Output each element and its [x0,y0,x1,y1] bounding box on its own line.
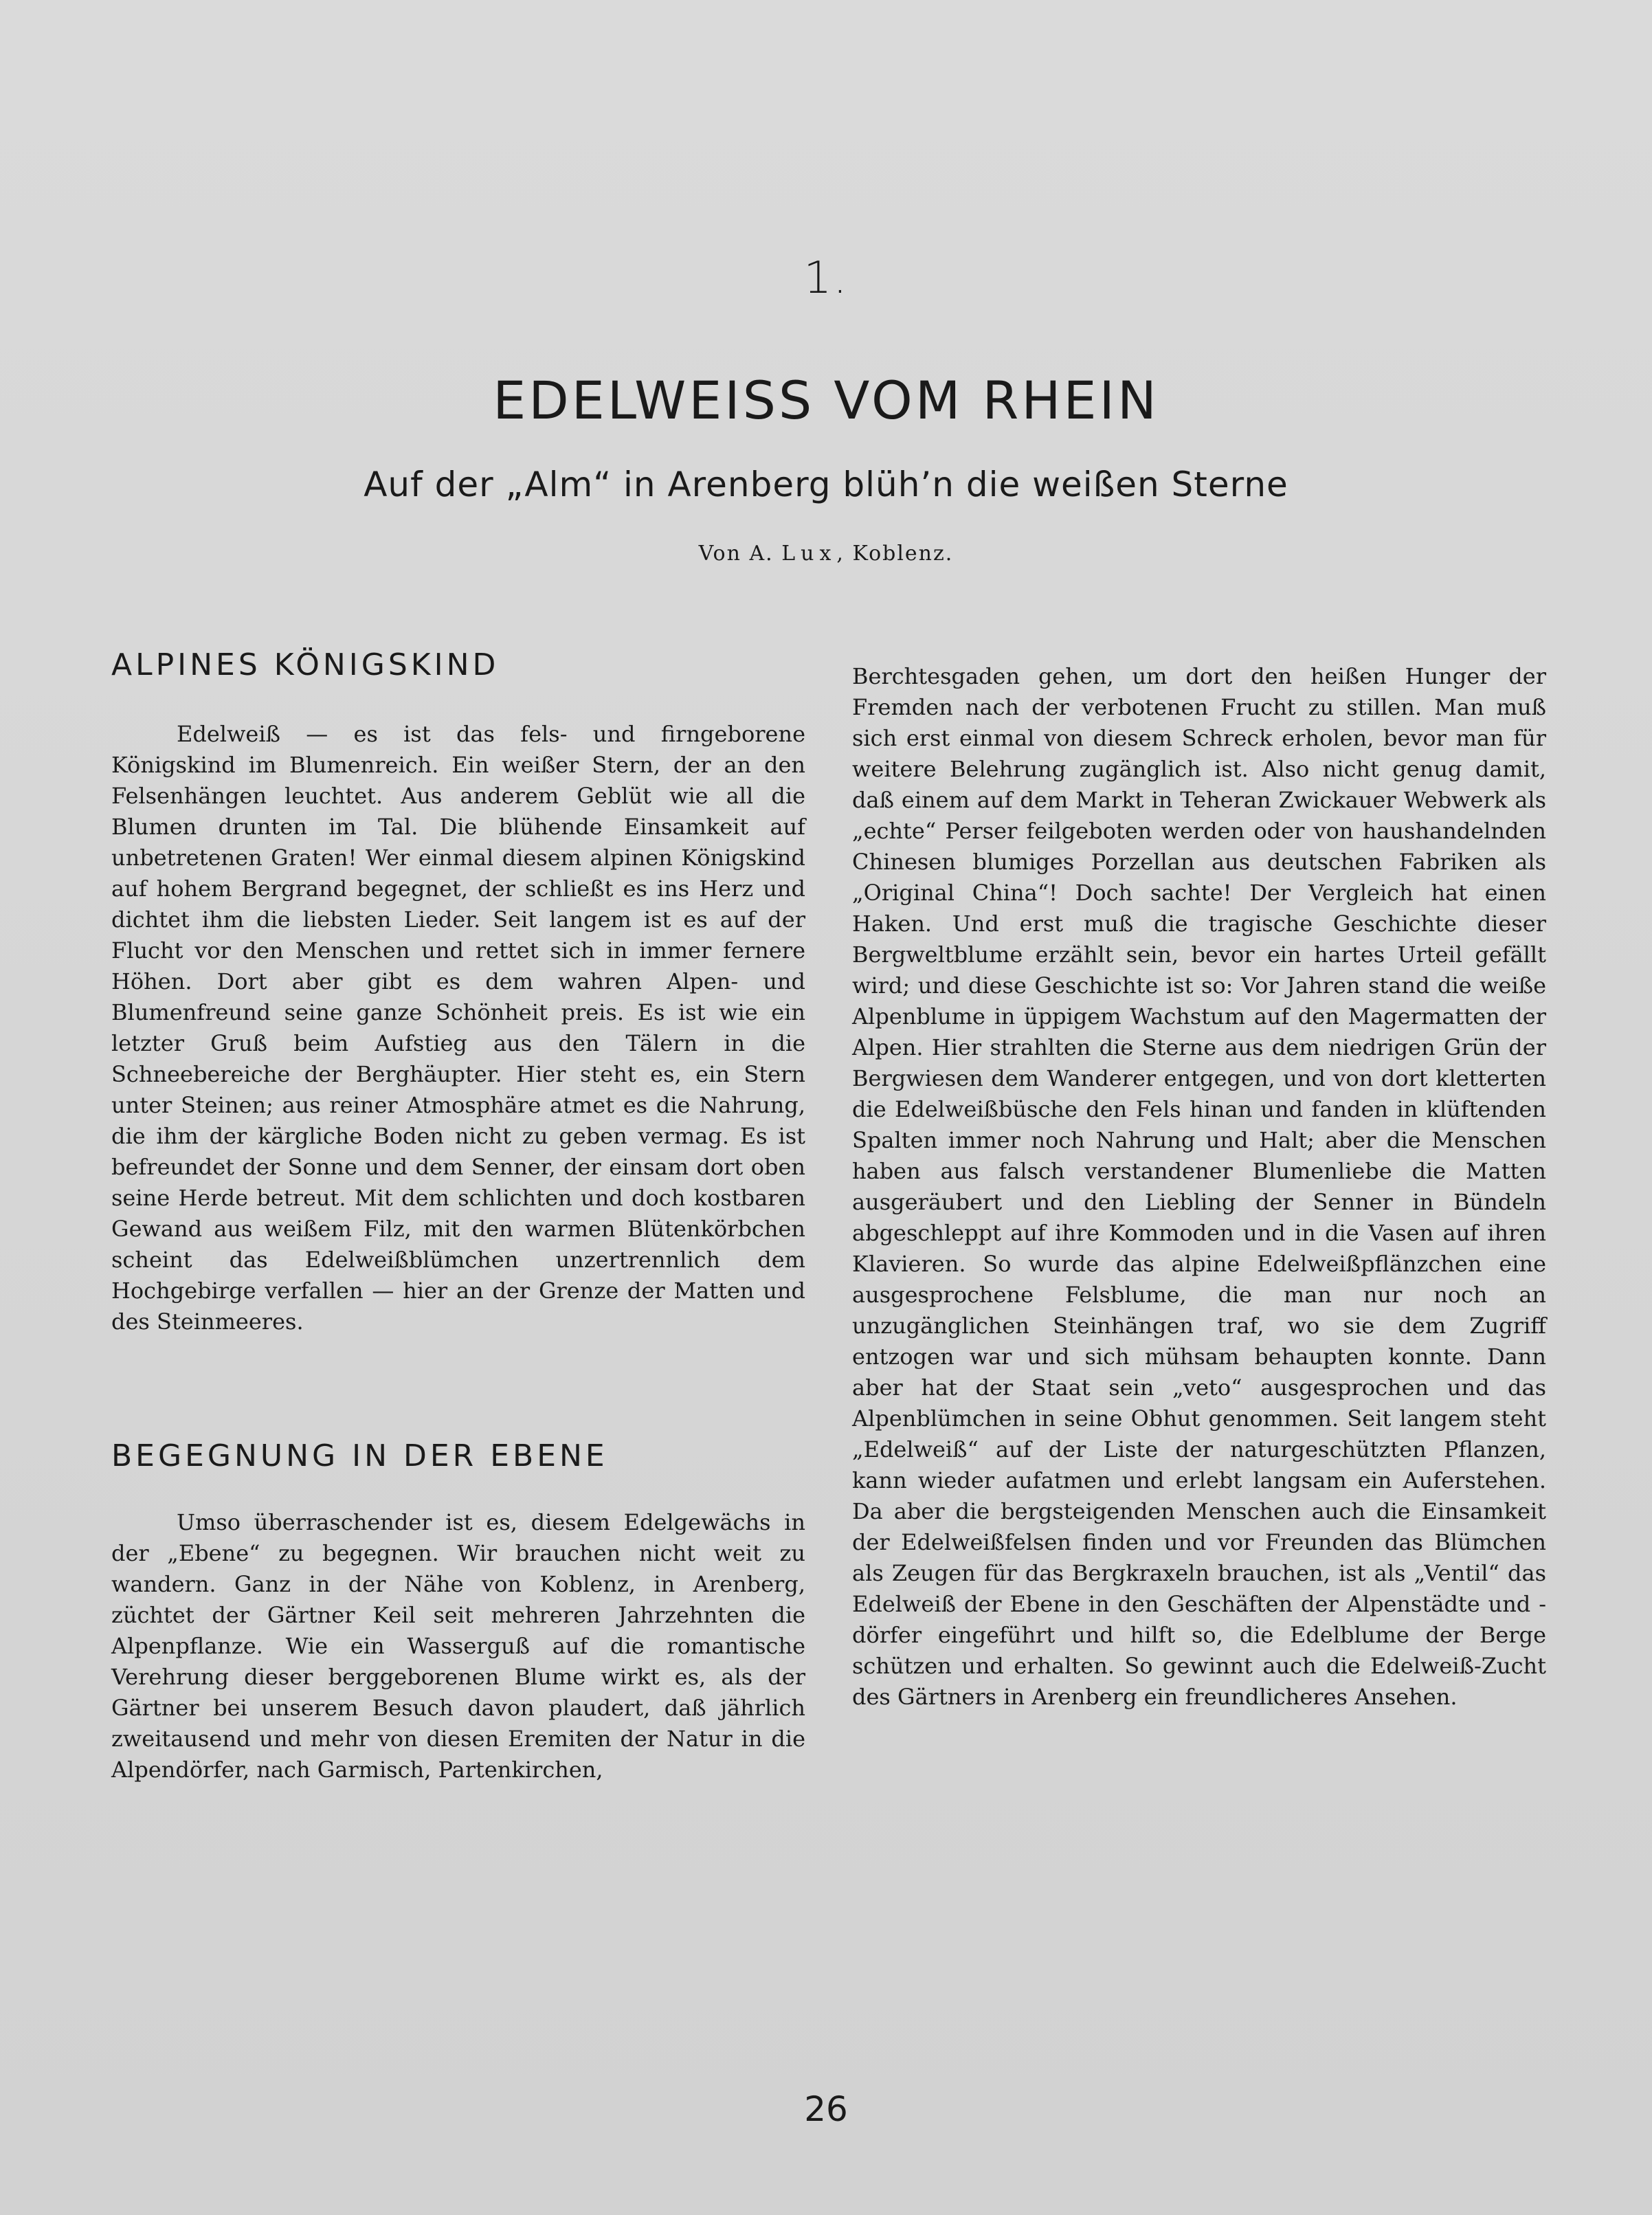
subtitle: Auf der „Alm“ in Arenberg blüh’n die weißen Sterne [364,465,1288,504]
section-text-begegnung-in-der-ebene: Umso überraschender ist es, diesem Edelgewächs in der „Ebene“ zu begegnen. Wir brauchen nicht weit zu wandern. Ganz in der Nähe von Koblenz, in Arenberg, züchtet der Gärtner Keil seit mehreren Jahrzehnten die Alpenpflanze. Wie ein Wasserguß auf die romantische Verehrung dieser berggeborenen Blume wirkt es, als der Gärtner bei unserem Besuch davon plaudert, daß jährlich zweitausend und mehr von diesen Eremiten der Natur in die Alpendörfer, nach Garmisch, Partenkirchen, [111,1509,805,1783]
section-heading-alpines-koenigskind: ALPINES KÖNIGSKIND [111,647,500,682]
byline [0,542,1652,566]
page-number: 26 [804,2089,848,2129]
byline-author-name: Lux [781,542,837,566]
section-text-alpines-koenigskind: Edelweiß — es ist das fels- und firngeborene Königskind im Blumenreich. Ein weißer Stern, der an den Felsenhängen leuchtet. Aus anderem Geblüt wie all die Blumen drunten im Tal. Die blühende Einsamkeit auf unbetretenen Graten! Wer einmal diesem alpinen Königskind auf hohem Bergrand begegnet, der schließt es ins Herz und dichtet ihm die liebsten Lieder. Seit langem ist es auf der Flucht vor den Menschen und rettet sich in immer fernere Höhen. Dort aber gibt es dem wahren Alpen- und Blumenfreund seine ganze Schönheit preis. Es ist wie ein letzter Gruß beim Aufstieg aus den Tälern in die Schneebereiche der Berghäupter. Hier steht es, ein Stern unter Steinen; aus reiner Atmosphäre atmet es die Nahrung, die ihm der kärgliche Boden nicht zu geben vermag. Es ist befreundet der Sonne und dem Senner, der einsam dort oben seine Herde betreut. Mit dem schlichten und doch kostbaren Gewand aus weißem Filz, mit den warmen Blütenkörbchen scheint das Edelweißblümchen unzertrennlich dem Hochgebirge verfallen — hier an der Grenze der Matten und des Steinmeeres. [111,721,805,1335]
byline-prefix: Von A. [698,542,774,566]
section-heading-begegnung-in-der-ebene: BEGEGNUNG IN DER EBENE [111,1438,608,1473]
right-column-text: Berchtesgaden gehen, um dort den heißen Hunger der Fremden nach der verbotenen Frucht zu stillen. Man muß sich erst einmal von diesem Schreck erholen, bevor man für weitere Belehrung zugänglich ist. Also nicht genug damit, daß einem auf dem Markt in Teheran Zwickauer Webwerk als „echte“ Perser feilgeboten werden oder von haushandelnden Chinesen blumiges Porzellan aus deutschen Fabriken als „Original China“! Doch sachte! Der Vergleich hat einen Haken. Und erst muß die tragische Geschichte dieser Bergweltblume erzählt sein, bevor ein hartes Urteil gefällt wird; und diese Geschichte ist so: Vor Jahren stand die weiße Alpenblume in üppigem Wachstum auf den Magermatten der Alpen. Hier strahlten die Sterne aus dem niedrigen Grün der Bergwiesen dem Wanderer entgegen, und von dort kletterten die Edelweißbüsche den Fels hinan und fanden in klüftenden Spalten immer noch Nahrung und Halt; aber die Menschen haben aus falsch verstandener Blumenliebe die Matten ausgeräubert und den Liebling der Senner in Bündeln abgeschleppt auf ihre Kommoden und in die Vasen auf ihren Klavieren. So wurde das alpine Edelweißpflänzchen eine ausgesprochene Felsblume, die man nur noch an unzugänglichen Steinhängen traf, wo sie dem Zugriff entzogen war und sich mühsam behaupten konnte. Dann aber hat der Staat sein „veto“ ausgesprochen und das Alpenblümchen in seine Obhut genommen. Seit langem steht „Edelweiß“ auf der Liste der naturgeschützten Pflanzen, kann wieder aufatmen und erlebt langsam ein Auferstehen. Da aber die bergsteigenden Menschen auch die Einsamkeit der Edelweißfelsen finden und vor Freunden das Blümchen als Zeugen für das Bergkraxeln brauchen, ist als „Ventil“ das Edelweiß der Ebene in den Geschäften der Alpenstädte und -dörfer eingeführt und hilft so, die Edelblume der Berge schützen und erhalten. So gewinnt auch die Edelweiß-Zucht des Gärtners in Arenberg ein freundlicheres Ansehen. [852,663,1546,1710]
byline-suffix: , Koblenz. [836,542,954,566]
chapter-number: 1. [803,253,849,304]
page-title: EDELWEISS VOM RHEIN [493,370,1159,431]
